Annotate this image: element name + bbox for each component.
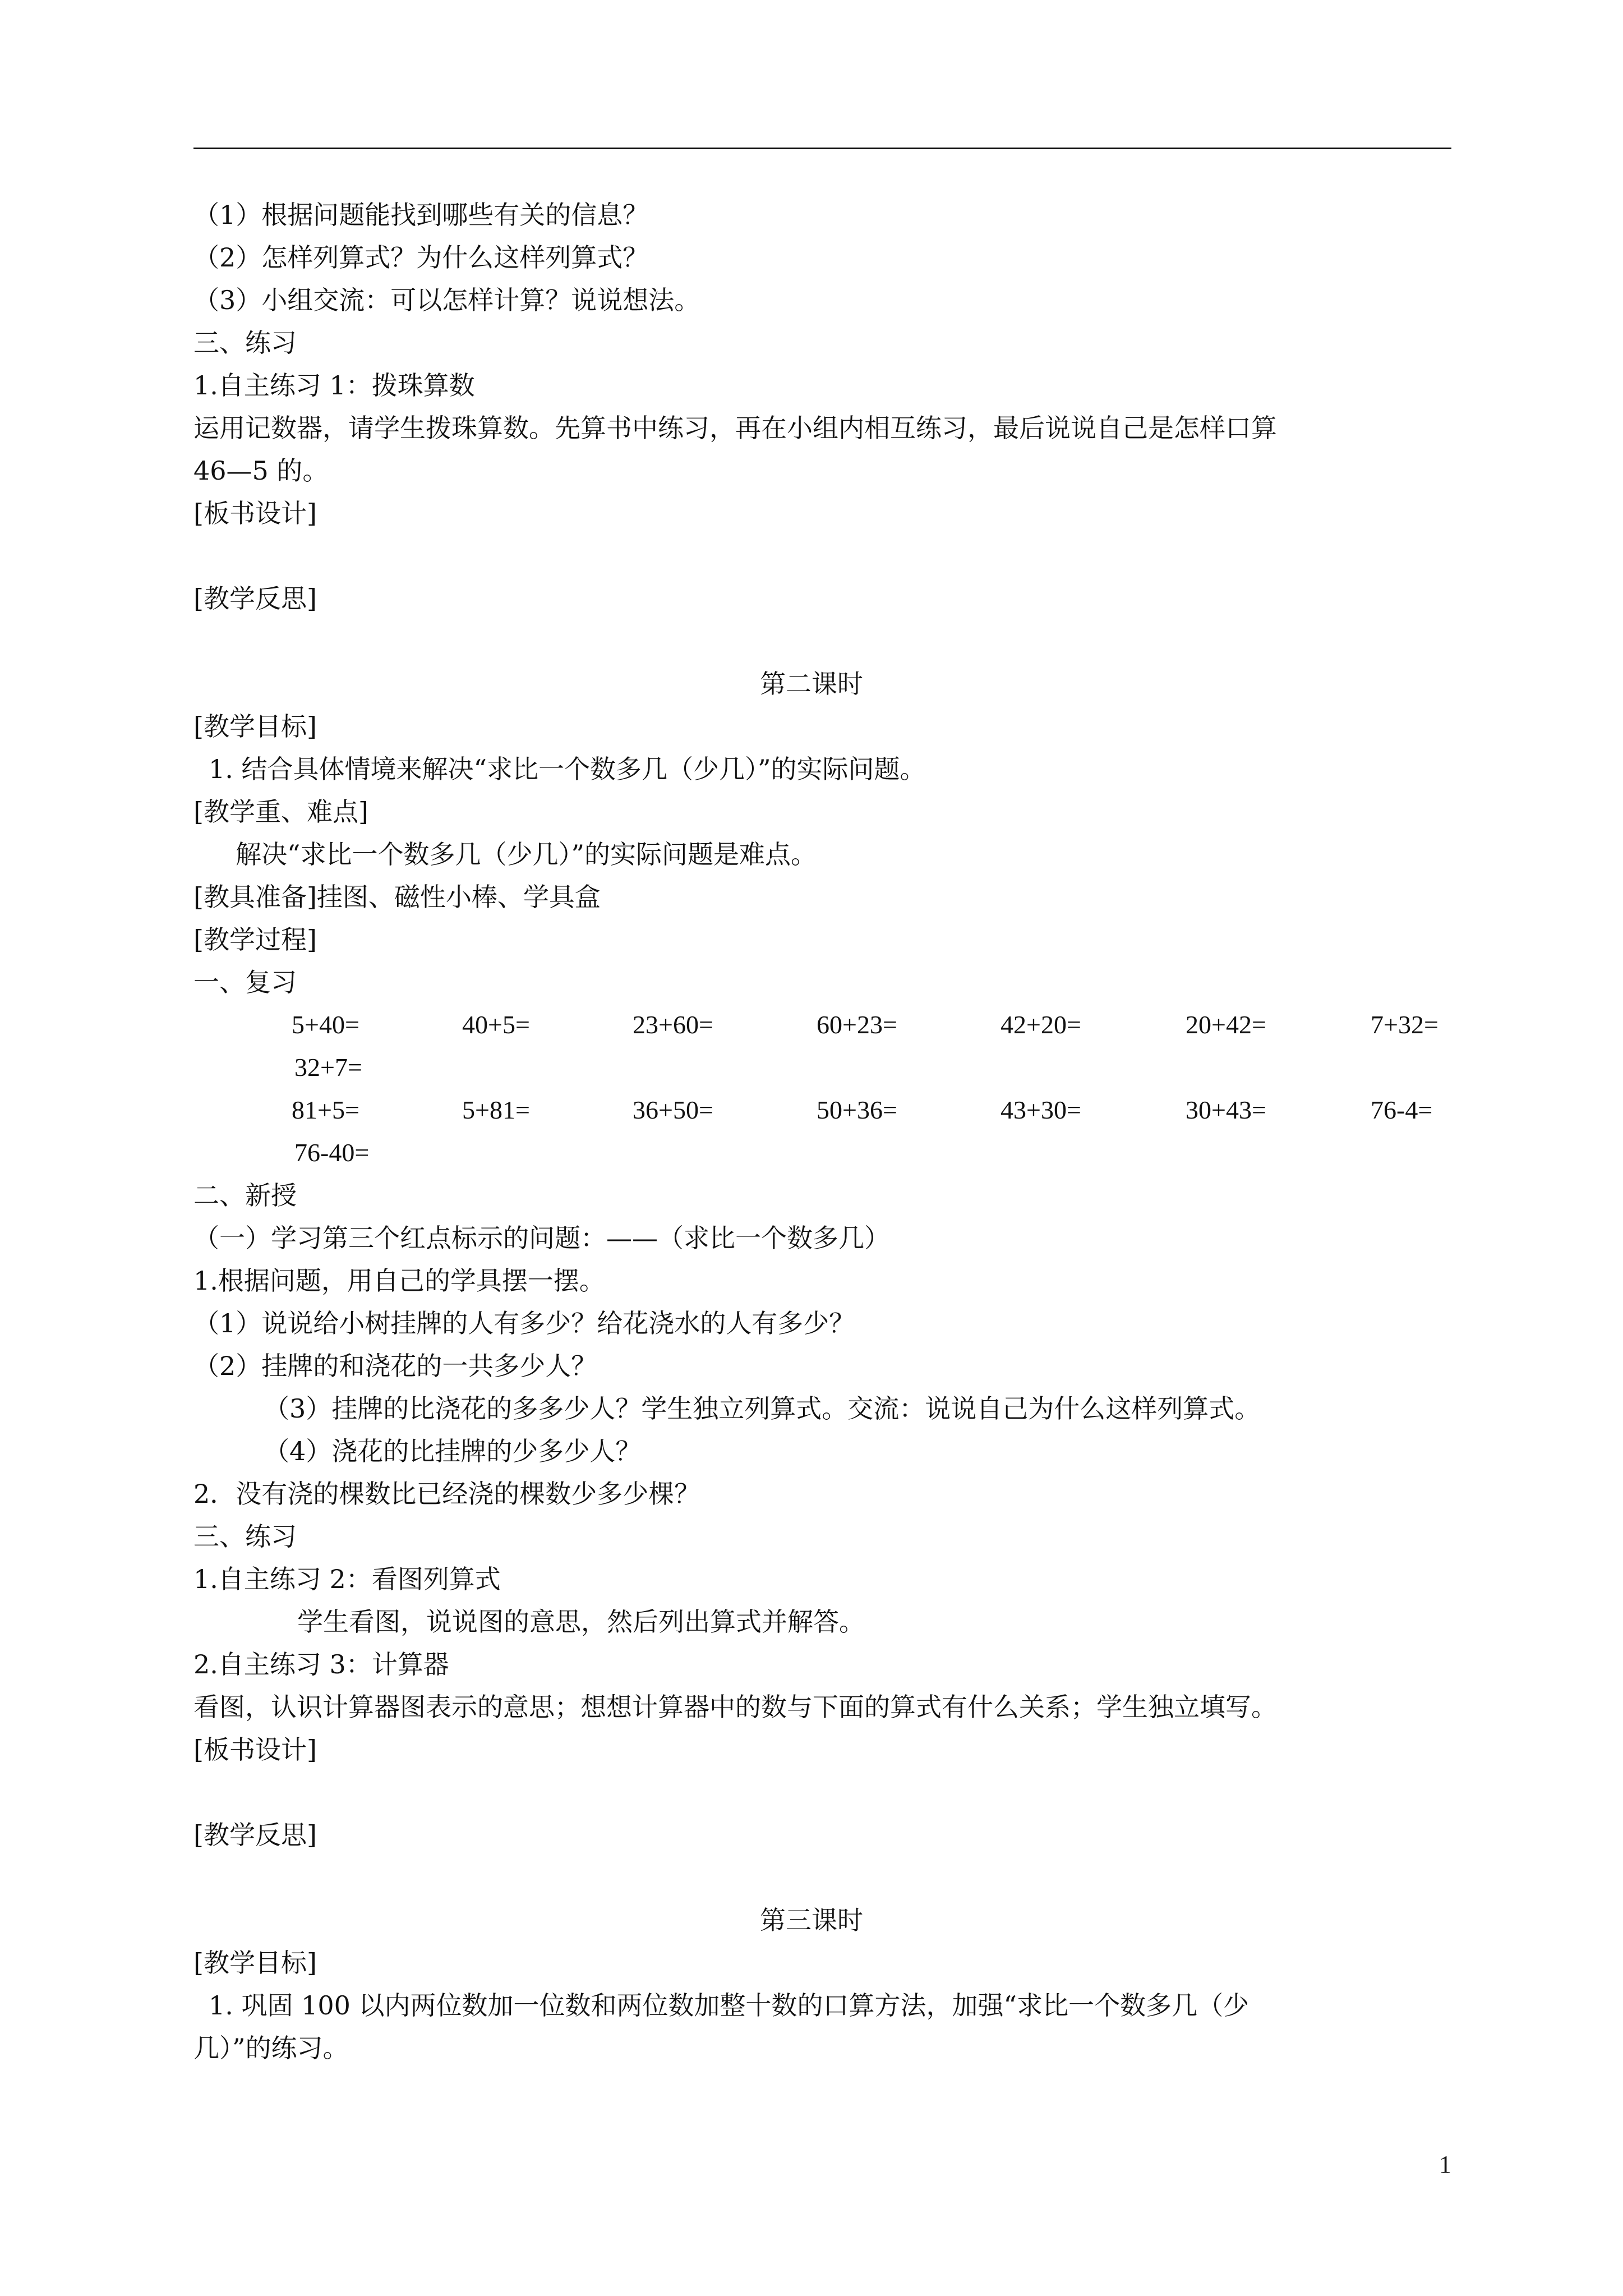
review-equation: 42+20=: [1000, 1010, 1081, 1039]
review-equations-row-2: [0, 1094, 1623, 1126]
key-points-text: 解决“求比一个数多几（少几）”的实际问题是难点。: [236, 839, 817, 869]
board-design-label: [板书设计]: [193, 1734, 317, 1765]
lesson-3-title: 第三课时: [760, 1905, 863, 1935]
exercise-2-description: 学生看图，说说图的意思，然后列出算式并解答。: [297, 1607, 865, 1637]
review-equation: 23+60=: [633, 1010, 713, 1039]
question-1: （1）根据问题能找到哪些有关的信息？: [193, 200, 649, 230]
review-equation: 5+40=: [292, 1010, 359, 1039]
section-heading-practice: 三、练习: [193, 1521, 297, 1552]
review-equation: 5+81=: [462, 1096, 530, 1124]
review-equation: 7+32=: [1371, 1010, 1438, 1039]
section-heading-review: 一、复习: [193, 967, 297, 997]
teaching-process-label: [教学过程]: [193, 924, 317, 955]
section-heading-practice: 三、练习: [193, 328, 297, 358]
review-equation: 36+50=: [633, 1096, 713, 1124]
question-3: （3）小组交流：可以怎样计算？说说想法。: [193, 285, 700, 315]
teaching-goal-1: 1. 结合具体情境来解决“求比一个数多几（少几）”的实际问题。: [209, 754, 926, 784]
exercise-1-description-cont: 46—5 的。: [193, 455, 329, 486]
question-2: （2）怎样列算式？为什么这样列算式？: [193, 242, 649, 273]
board-design-label: [板书设计]: [193, 498, 317, 528]
review-equation-wrap: 76-40=: [294, 1138, 370, 1167]
page-number: 1: [1439, 2151, 1451, 2178]
teaching-goals-label: [教学目标]: [193, 1948, 317, 1978]
teaching-goal-1: 1. 巩固 100 以内两位数加一位数和两位数加整十数的口算方法，加强“求比一个数多几（少: [209, 1990, 1249, 2021]
step-1: 1.根据问题，用自己的学具摆一摆。: [193, 1266, 605, 1296]
lesson-2-title: 第二课时: [760, 669, 863, 699]
key-points-label: [教学重、难点]: [193, 797, 368, 827]
exercise-3-description: 看图，认识计算器图表示的意思；想想计算器中的数与下面的算式有什么关系；学生独立填写。: [193, 1692, 1277, 1722]
review-equation: 43+30=: [1000, 1096, 1081, 1124]
review-equation: 76-4=: [1371, 1096, 1433, 1124]
section-heading-new-lesson: 二、新授: [193, 1180, 297, 1211]
teaching-reflection-label: [教学反思]: [193, 583, 317, 614]
step-1-question-4: （4）浇花的比挂牌的少多少人？: [264, 1436, 642, 1466]
subsection-heading: （一）学习第三个红点标示的问题：——（求比一个数多几）: [193, 1223, 890, 1253]
exercise-3-heading: 2.自主练习 3：计算器: [193, 1649, 449, 1680]
review-equations-row-1: [0, 1009, 1623, 1041]
teaching-aids: [教具准备]挂图、磁性小棒、学具盒: [193, 882, 601, 912]
teaching-goal-1-cont: 几）”的练习。: [193, 2033, 349, 2063]
step-1-question-2: （2）挂牌的和浇花的一共多少人？: [193, 1351, 597, 1381]
review-equation: 60+23=: [817, 1010, 897, 1039]
step-2: 2．没有浇的棵数比已经浇的棵数少多少棵？: [193, 1479, 700, 1509]
review-equation-wrap: 32+7=: [294, 1053, 362, 1082]
review-equation: 81+5=: [292, 1096, 359, 1124]
header-rule: [193, 148, 1451, 149]
step-1-question-3: （3）挂牌的比浇花的多多少人？学生独立列算式。交流：说说自己为什么这样列算式。: [264, 1393, 1261, 1424]
teaching-goals-label: [教学目标]: [193, 711, 317, 742]
exercise-1-heading: 1.自主练习 1：拨珠算数: [193, 370, 475, 401]
review-equation: 20+42=: [1186, 1010, 1266, 1039]
step-1-question-1: （1）说说给小树挂牌的人有多少？给花浇水的人有多少？: [193, 1308, 855, 1338]
teaching-reflection-label: [教学反思]: [193, 1820, 317, 1850]
exercise-2-heading: 1.自主练习 2：看图列算式: [193, 1564, 501, 1594]
review-equation: 50+36=: [817, 1096, 897, 1124]
exercise-1-description: 运用记数器，请学生拨珠算数。先算书中练习，再在小组内相互练习，最后说说自己是怎样口算: [193, 413, 1277, 443]
review-equation: 40+5=: [462, 1010, 530, 1039]
review-equation: 30+43=: [1186, 1096, 1266, 1124]
